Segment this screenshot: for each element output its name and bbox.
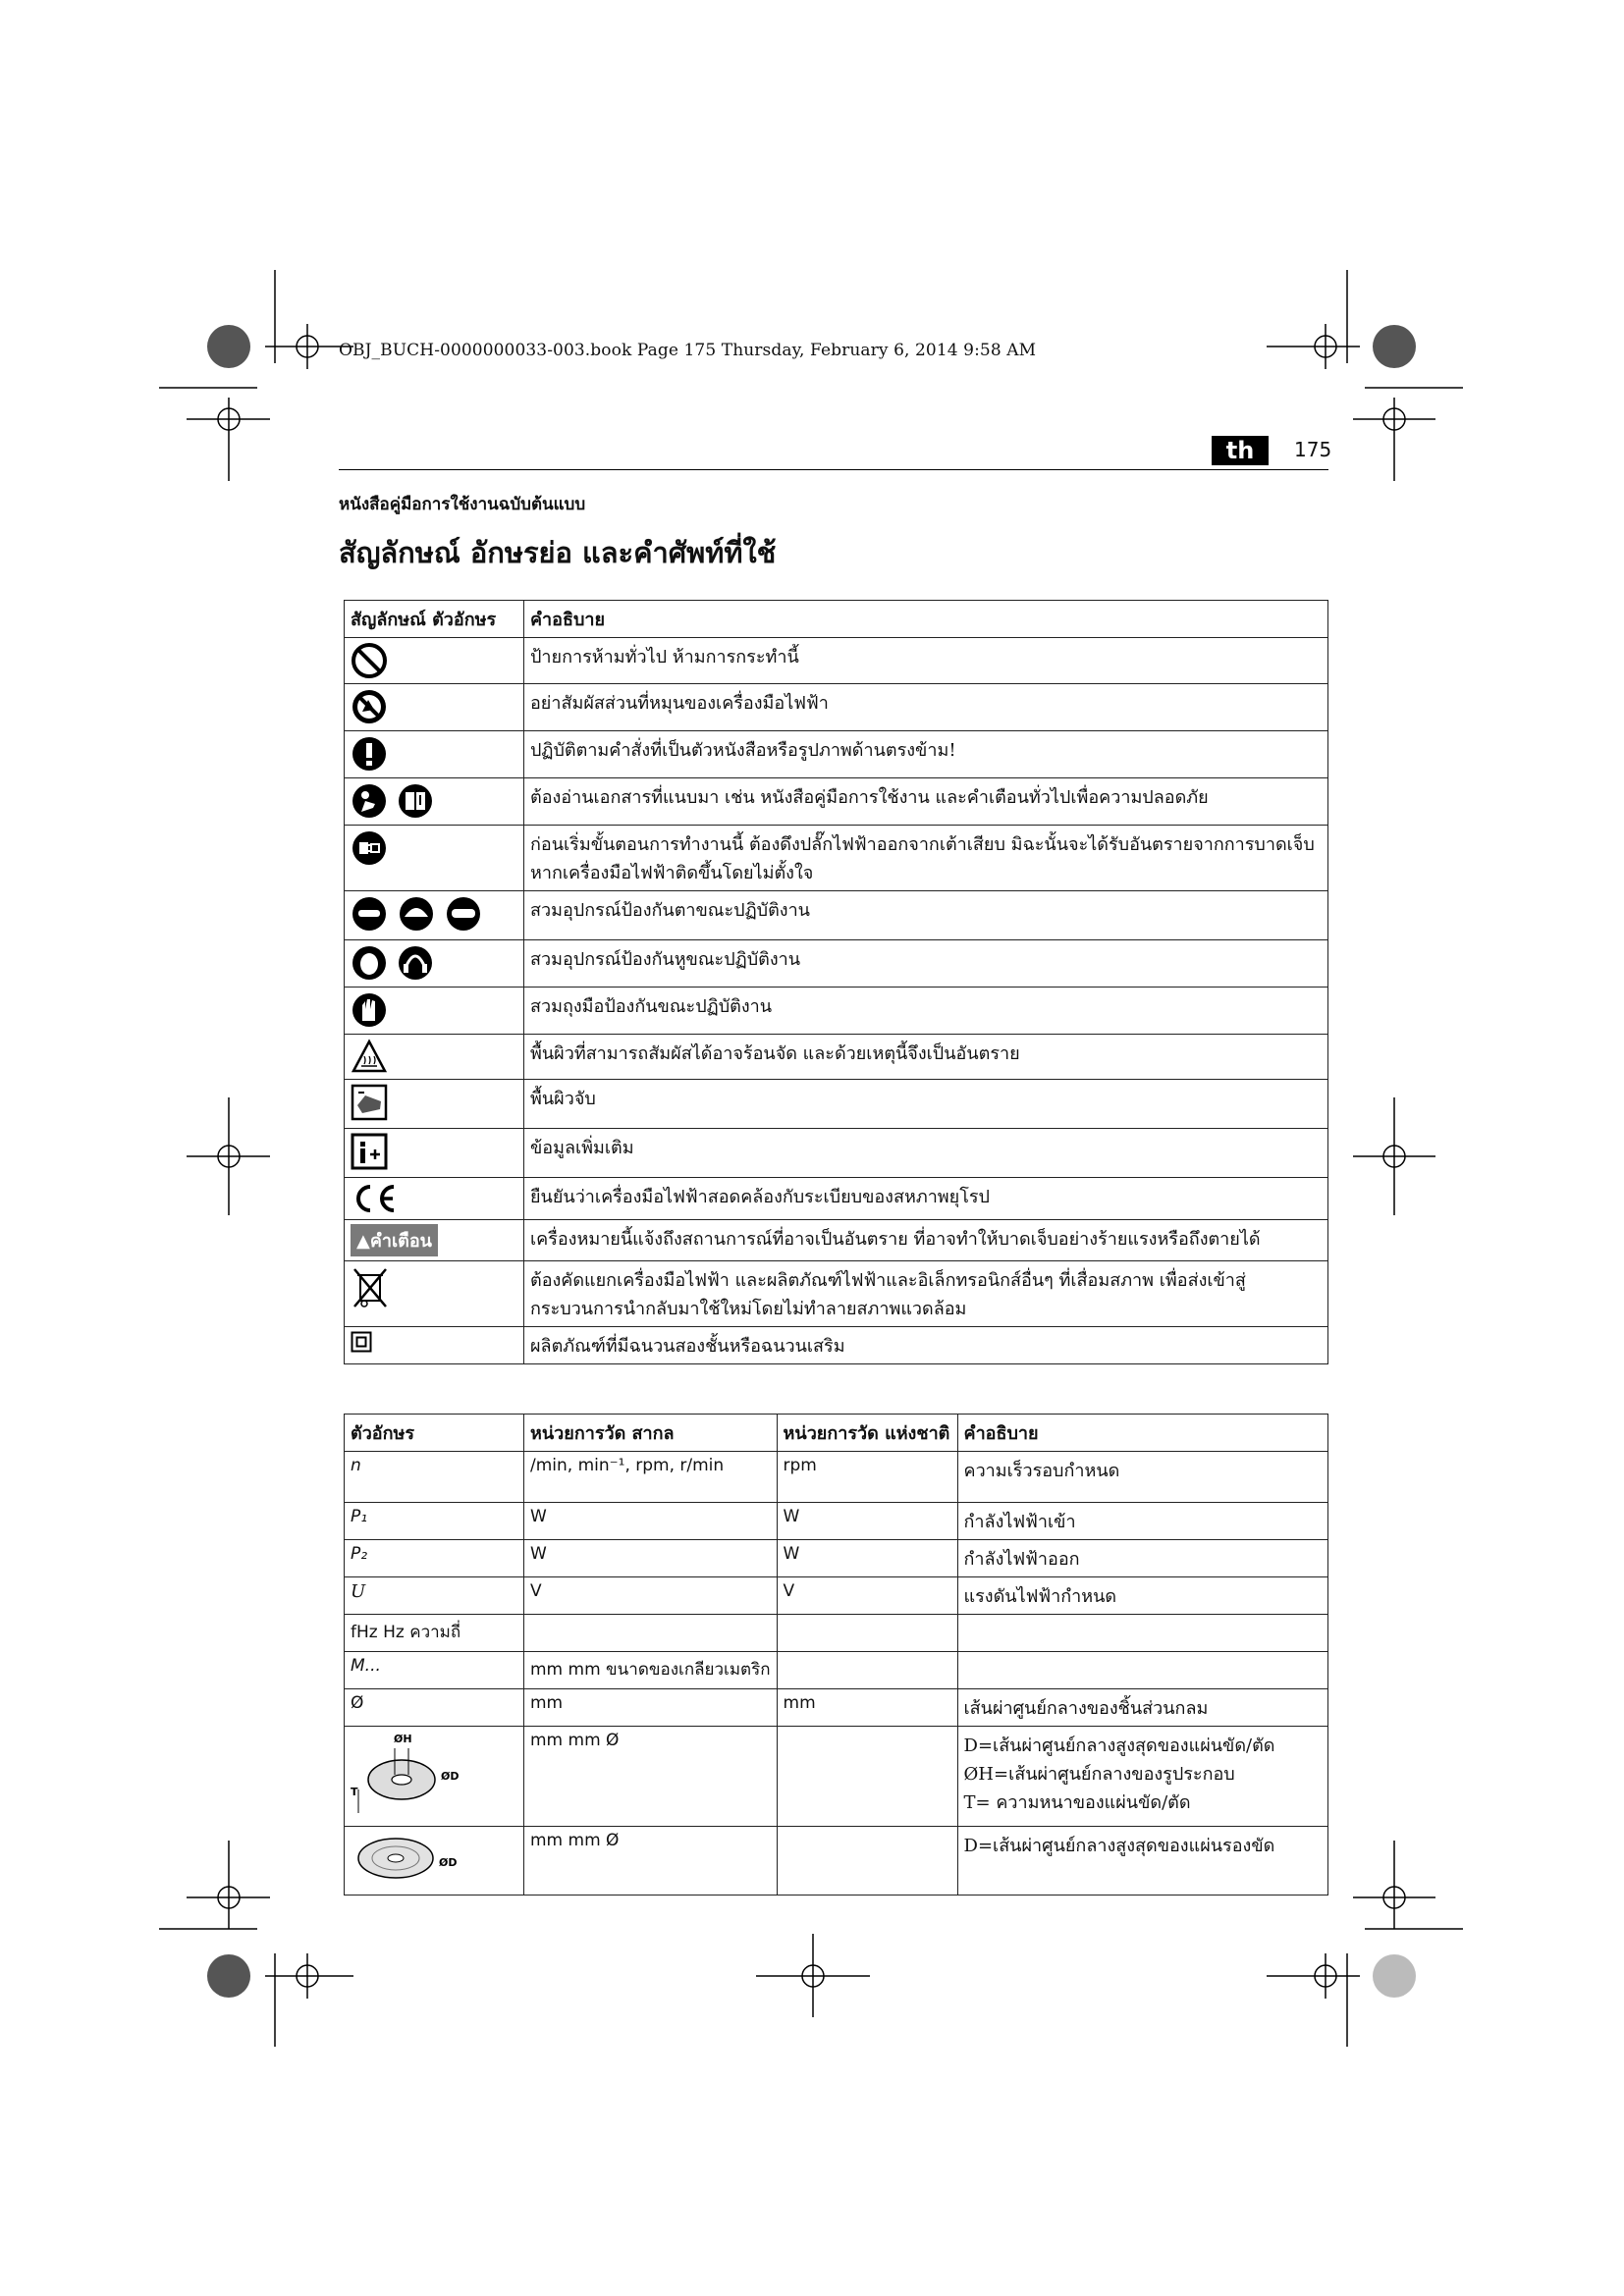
unit-description: แรงดันไฟฟ้ากำหนด	[957, 1577, 1327, 1615]
row-description: ต้องอ่านเอกสารที่แนบมา เช่น หนังสือคู่มือการใช้งาน และคำเตือนทั่วไปเพื่อความปลอดภัย	[524, 778, 1328, 826]
unit-si	[524, 1615, 778, 1652]
row-description: ข้อมูลเพิ่มเติม	[524, 1129, 1328, 1178]
unit-symbol: fHz Hz ความถี่	[345, 1615, 524, 1652]
table-row	[345, 1261, 1328, 1327]
unit-description	[957, 1652, 1327, 1689]
unit-symbol	[345, 1727, 524, 1827]
table-row	[345, 731, 1328, 778]
unit-si: mm	[524, 1689, 778, 1727]
language-badge: th	[1212, 436, 1269, 465]
unit-national: mm	[777, 1689, 957, 1727]
table-row	[345, 1727, 1328, 1827]
unit-symbol: P₂	[345, 1540, 524, 1577]
table-row	[345, 1503, 1328, 1540]
unit-national	[777, 1615, 957, 1652]
prohibition-icon	[351, 642, 388, 679]
table-row	[345, 1615, 1328, 1652]
table-row	[345, 1577, 1328, 1615]
unit-si: /min, min⁻¹, rpm, r/min	[524, 1452, 778, 1503]
unit-description: กำลังไฟฟ้าเข้า	[957, 1503, 1327, 1540]
eye-protection-icon	[351, 895, 483, 933]
table-row	[345, 1129, 1328, 1178]
unit-symbol: Ø	[345, 1689, 524, 1727]
unit-si: mm mm ขนาดของเกลียวเมตริก	[524, 1652, 778, 1689]
desc-line: D=เส้นผ่าศูนย์กลางสูงสุดของแผ่นรองขัด	[963, 1836, 1275, 1856]
unit-symbol: M...	[345, 1652, 524, 1689]
column-header: สัญลักษณ์ ตัวอักษร	[345, 601, 524, 638]
unit-national: rpm	[777, 1452, 957, 1503]
column-header: ตัวอักษร	[345, 1415, 524, 1452]
row-description: เครื่องหมายนี้แจ้งถึงสถานการณ์ที่อาจเป็นอันตราย ที่อาจทำให้บาดเจ็บอย่างร้ายแรงหรือถึงตายได้	[524, 1220, 1328, 1261]
column-header: หน่วยการวัด สากล	[524, 1415, 778, 1452]
table-row	[345, 1689, 1328, 1727]
unit-si: mm mm Ø	[524, 1727, 778, 1827]
unit-description: เส้นผ่าศูนย์กลางของชิ้นส่วนกลม	[957, 1689, 1327, 1727]
unit-symbol: U	[345, 1577, 524, 1615]
table-row	[345, 940, 1328, 988]
row-description: ต้องคัดแยกเครื่องมือไฟฟ้า และผลิตภัณฑ์ไฟฟ้าและอิเล็กทรอนิกส์อื่นๆ ที่เสื่อมสภาพ เพื่อส่งเข้าสู่กระบวนการนำกลับมาใช้ใหม่โดยไม่ทำลายสภาพแวดล้อม	[524, 1261, 1328, 1327]
disc-label-h: ØH	[394, 1733, 412, 1745]
table-row	[345, 1035, 1328, 1080]
page-number: 175	[1294, 438, 1332, 461]
weee-bin-icon	[351, 1265, 390, 1310]
table-row	[345, 1080, 1328, 1129]
table-row	[345, 1827, 1328, 1896]
row-description: สวมอุปกรณ์ป้องกันตาขณะปฏิบัติงาน	[524, 891, 1328, 940]
unit-description	[957, 1615, 1327, 1652]
table-row	[345, 684, 1328, 731]
unit-national: W	[777, 1540, 957, 1577]
disc-label-d: ØD	[441, 1770, 460, 1783]
unit-si: W	[524, 1540, 778, 1577]
hot-surface-icon	[351, 1039, 388, 1074]
row-description: ยืนยันว่าเครื่องมือไฟฟ้าสอดคล้องกับระเบียบของสหภาพยุโรป	[524, 1178, 1328, 1220]
row-description: พื้นผิวจับ	[524, 1080, 1328, 1129]
ear-protection-icon	[351, 944, 435, 982]
book-header-line: OBJ_BUCH-0000000033-003.book Page 175 Thursday, February 6, 2014 9:58 AM	[339, 341, 1037, 360]
warning-label-icon: ▲คำเตือน	[351, 1224, 438, 1256]
unplug-icon	[351, 829, 388, 867]
unit-national: V	[777, 1577, 957, 1615]
desc-line: ØH=เส้นผ่าศูนย์กลางของรูประกอบ	[963, 1764, 1235, 1785]
symbols-table	[344, 600, 1328, 1364]
gloves-icon	[351, 991, 388, 1029]
row-description: ปฏิบัติตามคำสั่งที่เป็นตัวหนังสือหรือรูปภาพด้านตรงข้าม!	[524, 731, 1328, 778]
units-table	[344, 1414, 1328, 1896]
cutting-disc-diagram-icon	[351, 1731, 468, 1817]
info-icon	[351, 1133, 388, 1170]
no-touch-rotating-icon	[351, 688, 388, 725]
row-description: สวมถุงมือป้องกันขณะปฏิบัติงาน	[524, 988, 1328, 1035]
unit-description: ความเร็วรอบกำหนด	[957, 1452, 1327, 1503]
mandatory-action-icon	[351, 735, 388, 773]
grip-surface-icon	[351, 1084, 388, 1121]
desc-line: D=เส้นผ่าศูนย์กลางสูงสุดของแผ่นขัด/ตัด	[963, 1735, 1275, 1756]
column-header: คำอธิบาย	[524, 601, 1328, 638]
unit-national: W	[777, 1503, 957, 1540]
unit-national	[777, 1827, 957, 1896]
read-manual-icon	[351, 782, 439, 820]
table-row	[345, 1540, 1328, 1577]
unit-symbol: n	[345, 1452, 524, 1503]
disc-label-t: T	[351, 1786, 358, 1798]
row-description: ก่อนเริ่มขั้นตอนการทำงานนี้ ต้องดึงปลั๊กไฟฟ้าออกจากเต้าเสียบ มิฉะนั้นจะได้รับอันตรายจากการบาดเจ็บหากเครื่องมือไฟฟ้าติดขึ้นโดยไม่ตั้งใจ	[524, 826, 1328, 891]
warning-label-text: คำเตือน	[369, 1231, 432, 1252]
table-row	[345, 1452, 1328, 1503]
ce-mark-icon	[351, 1182, 398, 1215]
table-row	[345, 826, 1328, 891]
unit-description: กำลังไฟฟ้าออก	[957, 1540, 1327, 1577]
table-row	[345, 1178, 1328, 1220]
row-description: ป้ายการห้ามทั่วไป ห้ามการกระทำนี้	[524, 638, 1328, 684]
table-row	[345, 1652, 1328, 1689]
row-description: ผลิตภัณฑ์ที่มีฉนวนสองชั้นหรือฉนวนเสริม	[524, 1327, 1328, 1364]
column-header: คำอธิบาย	[957, 1415, 1327, 1452]
table-row	[345, 1220, 1328, 1261]
unit-si: mm mm Ø	[524, 1827, 778, 1896]
table-row	[345, 891, 1328, 940]
table-row	[345, 1327, 1328, 1364]
table-header-row	[345, 601, 1328, 638]
table-header-row	[345, 1415, 1328, 1452]
unit-si: W	[524, 1503, 778, 1540]
unit-national	[777, 1652, 957, 1689]
unit-symbol	[345, 1827, 524, 1896]
row-description: อย่าสัมผัสส่วนที่หมุนของเครื่องมือไฟฟ้า	[524, 684, 1328, 731]
unit-si: V	[524, 1577, 778, 1615]
header-rule	[339, 469, 1328, 470]
row-description: พื้นผิวที่สามารถสัมผัสได้อาจร้อนจัด และด้วยเหตุนี้จึงเป็นอันตราย	[524, 1035, 1328, 1080]
table-row	[345, 778, 1328, 826]
unit-symbol: P₁	[345, 1503, 524, 1540]
pad-label-d: ØD	[439, 1856, 458, 1869]
subtitle: หนังสือคู่มือการใช้งานฉบับต้นแบบ	[339, 495, 586, 514]
backing-pad-diagram-icon	[351, 1831, 468, 1886]
unit-national	[777, 1727, 957, 1827]
unit-description	[957, 1827, 1327, 1896]
page-title: สัญลักษณ์ อักษรย่อ และคำศัพท์ที่ใช้	[339, 536, 777, 569]
row-description: สวมอุปกรณ์ป้องกันหูขณะปฏิบัติงาน	[524, 940, 1328, 988]
double-insulation-icon	[351, 1331, 372, 1353]
unit-description	[957, 1727, 1327, 1827]
table-row	[345, 988, 1328, 1035]
table-row	[345, 638, 1328, 684]
column-header: หน่วยการวัด แห่งชาติ	[777, 1415, 957, 1452]
desc-line: T= ความหนาของแผ่นขัด/ตัด	[963, 1792, 1191, 1813]
